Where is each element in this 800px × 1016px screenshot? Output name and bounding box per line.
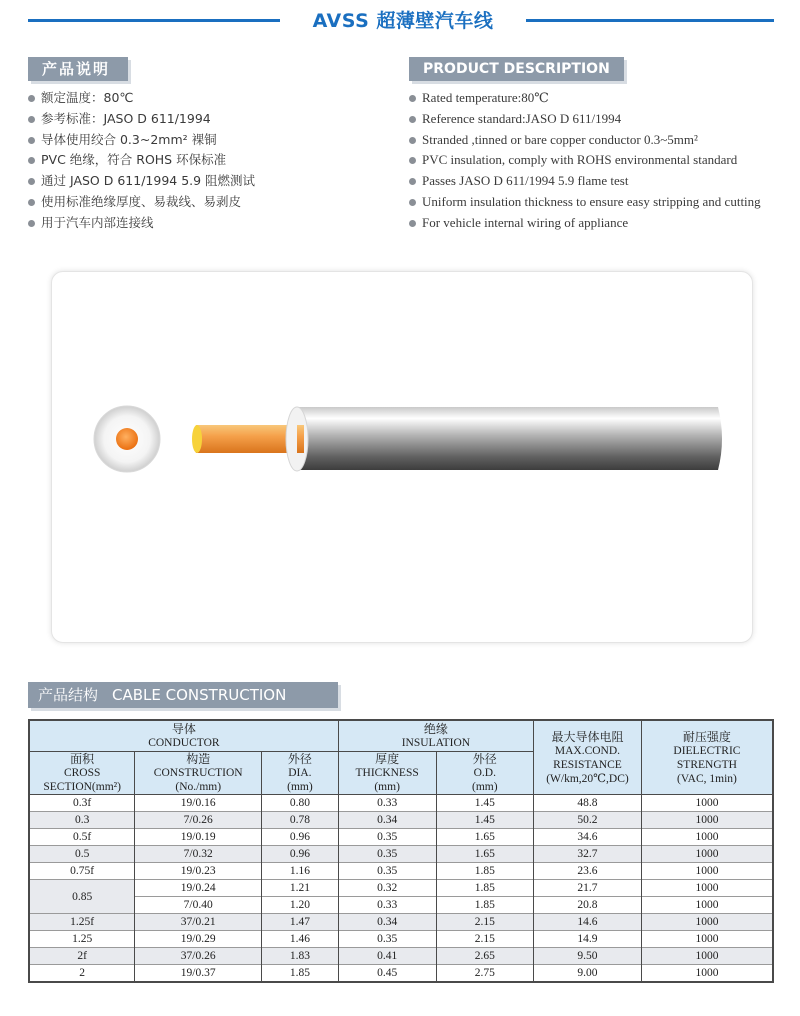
- cable-illustration: [52, 272, 752, 642]
- list-item: 参考标准：JASO D 611/1994: [28, 109, 398, 130]
- construction-header: 构造 CONSTRUCTION (No./mm): [135, 752, 262, 795]
- list-item: PVC 绝缘，符合 ROHS 环保标准: [28, 150, 398, 171]
- list-item: Passes JASO D 611/1994 5.9 flame test: [409, 171, 794, 192]
- conductor-entry: [297, 425, 304, 453]
- bullet-icon: [409, 95, 416, 102]
- list-item: Stranded ,tinned or bare copper conductor 0.3~5mm²: [409, 130, 794, 151]
- resistance-header: 最大导体电阻 MAX.COND. RESISTANCE (W/km,20℃,DC): [534, 720, 642, 795]
- cross-section-conductor: [116, 428, 138, 450]
- list-item: 通过 JASO D 611/1994 5.9 阻燃测试: [28, 171, 398, 192]
- bullet-icon: [28, 137, 35, 144]
- table-row: 7/0.40 1.20 0.33 1.85 20.8 1000: [29, 897, 773, 914]
- list-item: Reference standard:JASO D 611/1994: [409, 109, 794, 130]
- outer-diameter-header: 外径 O.D. (mm): [436, 752, 534, 795]
- product-description-cn-list: [28, 88, 398, 234]
- title-rule-right: [526, 19, 774, 22]
- bullet-icon: [409, 199, 416, 206]
- list-item: PVC insulation, comply with ROHS environmental standard: [409, 150, 794, 171]
- bullet-icon: [409, 220, 416, 227]
- bullet-icon: [28, 116, 35, 123]
- cable-construction-heading-en: CABLE CONSTRUCTION: [112, 686, 287, 704]
- list-item: Uniform insulation thickness to ensure easy stripping and cutting: [409, 192, 794, 213]
- list-item: For vehicle internal wiring of appliance: [409, 213, 794, 234]
- dielectric-header: 耐压强度 DIELECTRIC STRENGTH (VAC, 1min): [641, 720, 773, 795]
- bullet-icon: [28, 199, 35, 206]
- cable-construction-heading-cn: 产品结构: [38, 686, 99, 704]
- bullet-icon: [409, 116, 416, 123]
- cross-section-header: 面积 CROSS SECTION(mm²): [29, 752, 135, 795]
- title-rule-left: [28, 19, 280, 22]
- conductor-end: [192, 425, 202, 453]
- page-header: [0, 0, 800, 40]
- conductor-group-header: 导体 CONDUCTOR: [29, 720, 338, 752]
- page-title: AVSS 超薄壁汽车线: [312, 10, 494, 32]
- table-row: 2 19/0.37 1.85 0.45 2.75 9.00 1000: [29, 965, 773, 983]
- bullet-icon: [409, 137, 416, 144]
- cable-construction-table: [28, 719, 774, 983]
- table-row: 1.25f 37/0.21 1.47 0.34 2.15 14.6 1000: [29, 914, 773, 931]
- cable-sheath: [297, 407, 722, 470]
- insulation-group-header: 绝缘 INSULATION: [338, 720, 533, 752]
- bullet-icon: [28, 157, 35, 164]
- list-item: 使用标准绝缘厚度、易裁线、易剥皮: [28, 192, 398, 213]
- cable-construction-heading: [28, 682, 338, 708]
- thickness-header: 厚度 THICKNESS (mm): [338, 752, 436, 795]
- table-row: 0.75f 19/0.23 1.16 0.35 1.85 23.6 1000: [29, 863, 773, 880]
- product-description-cn-heading: 产品说明: [28, 57, 128, 81]
- product-description-en-heading: PRODUCT DESCRIPTION: [409, 57, 624, 81]
- list-item: Rated temperature:80℃: [409, 88, 794, 109]
- bullet-icon: [28, 178, 35, 185]
- table-row: 0.3 7/0.26 0.78 0.34 1.45 50.2 1000: [29, 812, 773, 829]
- bullet-icon: [28, 220, 35, 227]
- table-row: 0.5 7/0.32 0.96 0.35 1.65 32.7 1000: [29, 846, 773, 863]
- list-item: 用于汽车内部连接线: [28, 213, 398, 234]
- diameter-header: 外径 DIA. (mm): [262, 752, 339, 795]
- cable-image-panel: [51, 271, 753, 643]
- product-description-en-list: [409, 88, 794, 234]
- bullet-icon: [409, 178, 416, 185]
- list-item: 导体使用绞合 0.3~2mm² 裸铜: [28, 130, 398, 151]
- table-row: 2f 37/0.26 1.83 0.41 2.65 9.50 1000: [29, 948, 773, 965]
- bullet-icon: [409, 157, 416, 164]
- list-item: 额定温度：80℃: [28, 88, 398, 109]
- bullet-icon: [28, 95, 35, 102]
- table-row: 1.25 19/0.29 1.46 0.35 2.15 14.9 1000: [29, 931, 773, 948]
- table-row: 0.3f 19/0.16 0.80 0.33 1.45 48.8 1000: [29, 795, 773, 812]
- table-row: 0.5f 19/0.19 0.96 0.35 1.65 34.6 1000: [29, 829, 773, 846]
- table-row: 0.85 19/0.24 1.21 0.32 1.85 21.7 1000: [29, 880, 773, 897]
